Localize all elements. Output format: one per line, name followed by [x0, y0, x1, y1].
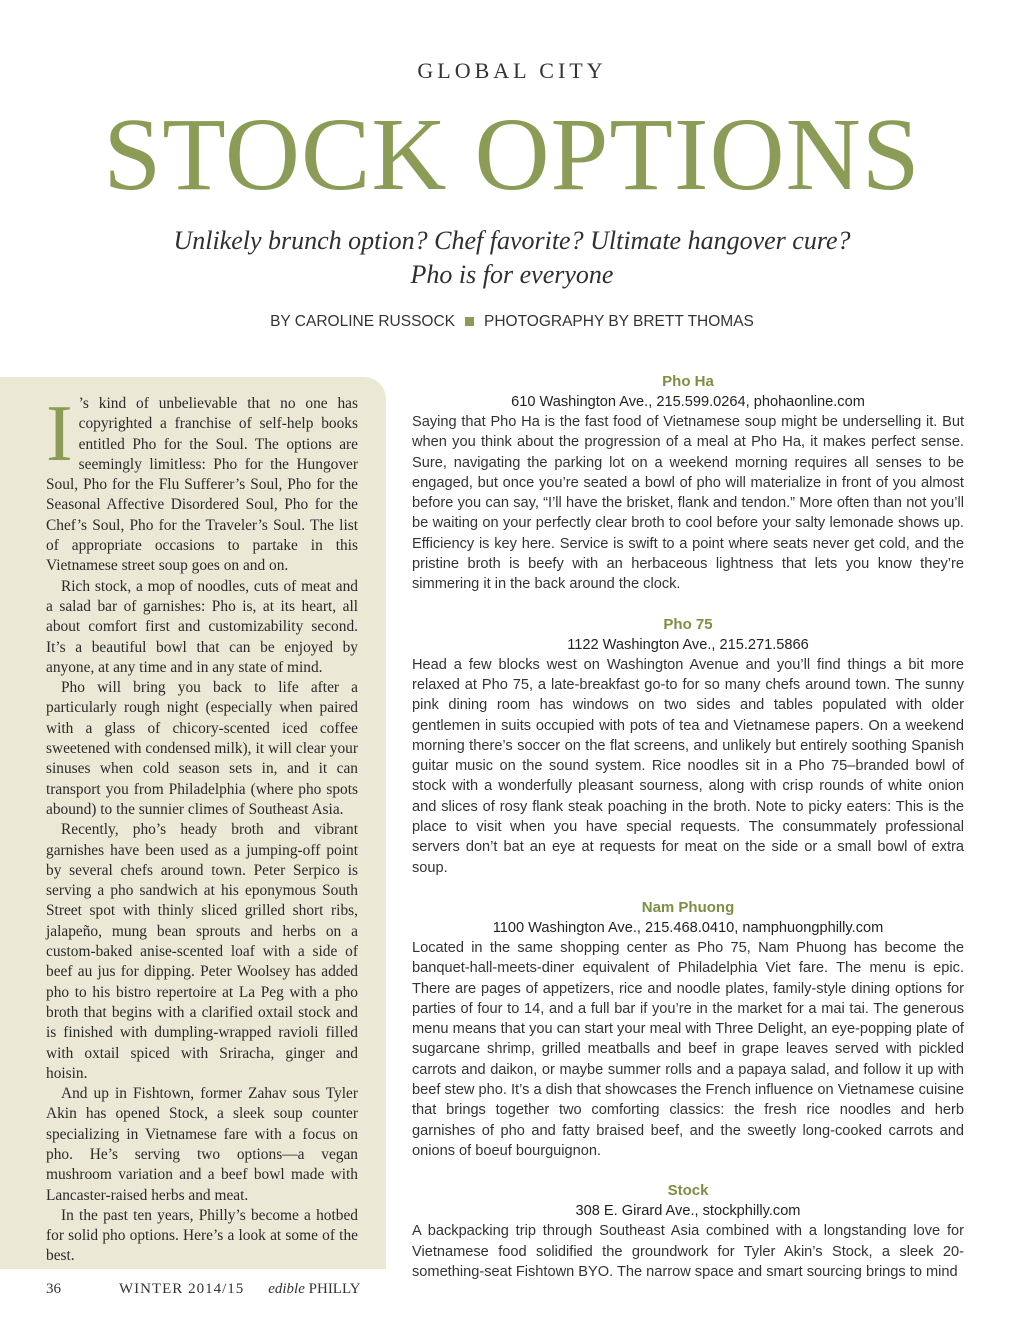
listing-address: 1100 Washington Ave., 215.468.0410, namphuongphilly.com: [492, 919, 884, 936]
listing-body: Head a few blocks west on Washington Avenue and you’ll find things a bit more relaxed at Pho 75, a late-breakfast go-to for so many chefs around town. The sunny pink dining room has windows on two sides and tables populated with older gentlemen in suits occupied with pots of tea and Vietnamese papers. On a weekend morning there’s soccer on the flat screens, and unlikely but entirely soothing Spanish guitar music on the sound system. Rice noodles sit in a Pho 75–branded bowl of stock with a wonderfully pleasant sourness, along with crisp rounds of white onion and slices of rosy flank steak poaching in the broth. Note to picky eaters: This is the place to visit when you have special requests. The consummately professional servers don’t bat an eye at requests for meat on the side or a small bowl of extra soup.: [412, 656, 964, 876]
listing-nam-phuong: [412, 898, 964, 1161]
listing-body: Saying that Pho Ha is the fast food of Vietnamese soup might be underselling it. But when you think about the progression of a meal at Pho Ha, it makes perfect sense. Sure, navigating the parking lot on a weekend morning requires all senses to be engaged, but once you’re seated a bowl of pho will materialize in front of you almost before you can say, “I’ll have the brisket, flank and tendon.” More often than not you’ll be waiting on your perfectly clear broth to cool before your salty lemonade shows up. Efficiency is key here. Service is swift to a point where seats never get cold, and the pristine broth is beefy with an herbaceous lightness that lets you know they’re simmering it in the back around the clock.: [412, 414, 964, 593]
intro-column: [46, 390, 358, 1267]
listing-pho-ha: [412, 372, 964, 595]
listing-stock: [412, 1181, 964, 1282]
listing-name: Pho 75: [663, 615, 713, 633]
listing-address: 308 E. Girard Ave., stockphilly.com: [575, 1203, 801, 1220]
intro-paragraph-5: And up in Fishtown, former Zahav sous Tyler Akin has opened Stock, a sleek soup counter specializing in Vietnamese fare with a focus on pho. He’s serving two options—a vegan mushroom variation and a beef bowl made with Lancaster-raised herbs and meat.: [46, 1085, 358, 1204]
magazine-name-city: PHILLY: [308, 1281, 361, 1297]
byline-photographer: PHOTOGRAPHY BY BRETT THOMAS: [484, 313, 754, 330]
listing-name: Pho Ha: [662, 373, 714, 390]
restaurant-listings: [412, 372, 964, 1302]
listing-address: 1122 Washington Ave., 215.271.5866: [567, 636, 809, 653]
article-subtitle: [0, 224, 1024, 292]
article-title: STOCK OPTIONS: [103, 97, 921, 212]
intro-paragraph-6: In the past ten years, Philly’s become a hotbed for solid pho options. Here’s a look at some of the best.: [46, 1206, 358, 1265]
intro-paragraph-1: [46, 390, 358, 577]
drop-cap: I: [46, 390, 73, 478]
listing-name: Nam Phuong: [641, 898, 735, 916]
byline: [0, 313, 1024, 331]
section-kicker: GLOBAL CITY: [417, 58, 607, 83]
listing-name: Stock: [667, 1182, 709, 1200]
listing-body: A backpacking trip through Southeast Asia combined with a longstanding love for Vietnamese food solidified the groundwork for Tyler Akin’s Stock, a sleek 20-something-seat Fishtown BYO. The narrow space and smart sourcing brings to mind: [412, 1223, 964, 1280]
page-number: 36: [46, 1281, 61, 1297]
intro-paragraph-3: Pho will bring you back to life after a particularly rough night (especially when paired with a glass of chicory-scented iced coffee sweetened with condensed milk), it will clear your sinuses when cold season sets in, and it can transport you from Philadelphia (where pho spots abound) to the sunnier climes of Southeast Asia.: [46, 679, 358, 818]
page-footer: [46, 1281, 360, 1298]
magazine-name-edible: edible: [268, 1281, 305, 1297]
subtitle-line-2: Pho is for everyone: [410, 260, 614, 289]
listing-address: 610 Washington Ave., 215.599.0264, phohaonline.com: [511, 394, 865, 410]
intro-paragraph-4: Recently, pho’s heady broth and vibrant garnishes have been used as a jumping-off point by several chefs around town. Peter Serpico is serving a pho sandwich at his eponymous South Street spot with thinly sliced grilled short ribs, jalapeño, mung bean sprouts and herbs on a custom-baked anise-scented loaf with a side of beef au jus for dipping. Peter Woolsey has added pho to his bistro repertoire at La Peg with a pho broth that begins with a clarified oxtail stock and is finished with dumpling-wrapped ravioli filled with oxtail spiced with Sriracha, ginger and hoisin.: [46, 821, 358, 1082]
issue-date: WINTER 2014/15: [119, 1281, 245, 1297]
intro-paragraph-2: Rich stock, a mop of noodles, cuts of meat and a salad bar of garnishes: Pho is, at its heart, all about comfort first and customizability second. It’s a beautiful bowl that can be enjoyed by anyone, at any time and in any state of mind.: [46, 577, 358, 676]
intro-paragraph-1-text: ’s kind of unbelievable that no one has copyrighted a franchise of self-help books entitled Pho for the Soul. The options are seemingly limitless: Pho for the Hungover Soul, Pho for the Flu Sufferer’s Soul, Pho for the Seasonal Affective Disordered Soul, Pho for the Chef’s Soul, Pho for the Traveler’s Soul. The list of appropriate occasions to partake in this Vietnamese street soup goes on and on.: [46, 395, 358, 575]
subtitle-line-1: Unlikely brunch option? Chef favorite? Ultimate hangover cure?: [173, 226, 851, 255]
square-bullet-icon: [465, 317, 474, 326]
listing-pho-75: [412, 615, 964, 878]
listing-body: Located in the same shopping center as Pho 75, Nam Phuong has become the banquet-hall-meets-diner equivalent of Philadelphia Viet fare. The menu is epic. There are pages of appetizers, rice and noodle plates, family-style dining options for parties of four to 14, and a full bar if you’re in the market for a mai tai. The generous menu means that you can start your meal with Three Delight, an eye-popping plate of sugarcane shrimp, grilled meatballs and beef in grape leaves served with pickled carrots and daikon, or maybe summer rolls and a papaya salad, and follow it up with beef stew pho. It’s a dish that showcases the French influence on Vietnamese cuisine that brings together two comforting classics: the fresh rice noodles and herb garnishes of pho and fatty braised beef, and the sweetly long-cooked carrots and onions of boeuf bourguignon.: [412, 939, 964, 1159]
byline-author: BY CAROLINE RUSSOCK: [270, 313, 455, 330]
